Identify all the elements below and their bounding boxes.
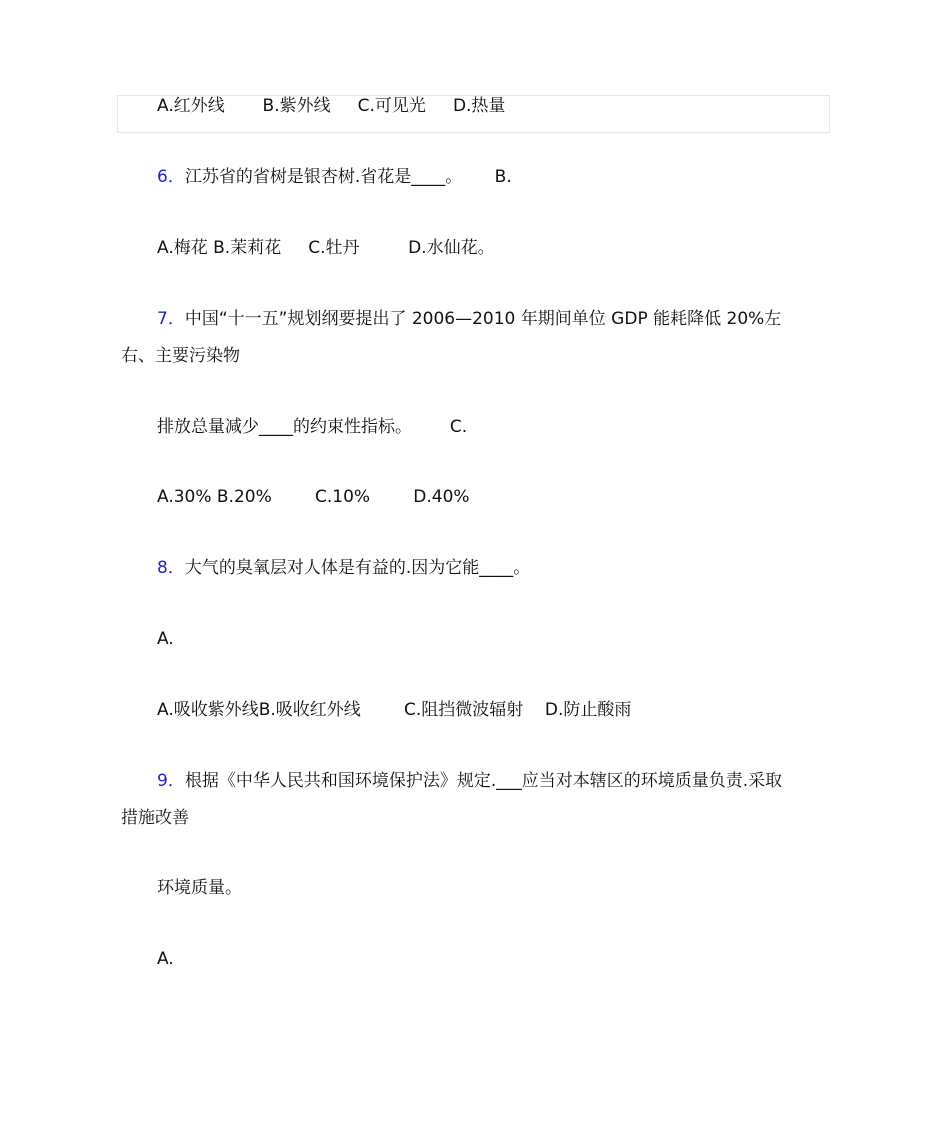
q5-options: A.红外线 B.紫外线 C.可见光 D.热量 — [157, 96, 506, 116]
q8-number: 8 — [157, 558, 168, 578]
q9-number: 9 — [157, 771, 168, 791]
q8-options: A.吸收紫外线B.吸收红外线 C.阻挡微波辐射 D.防止酸雨 — [157, 700, 632, 720]
q6-options: A.梅花 B.茉莉花 C.牡丹 D.水仙花。 — [157, 238, 495, 258]
q8-separator: ． — [167, 558, 185, 578]
q7-options: A.30% B.20% C.10% D.40% — [157, 487, 470, 507]
q7-stem-part3: 排放总量减少____的约束性指标。 C. — [157, 417, 468, 437]
q6-stem-line — [157, 166, 512, 188]
q9-stem-continuation: 措施改善 — [121, 808, 189, 828]
q7-stem-line — [157, 308, 781, 330]
q7-stem-part1: 中国“十一五”规划纲要提出了 2006—2010 年期间单位 GDP 能耗降低 20%左 — [184, 309, 782, 329]
q6-stem: 江苏省的省树是银杏树.省花是____。 B. — [184, 167, 512, 187]
q9-stem-part3: 环境质量。 — [157, 878, 242, 898]
q8-stem: 大气的臭氧层对人体是有益的.因为它能____。 — [184, 558, 531, 578]
q6-number: 6 — [157, 167, 168, 187]
q6-separator: ． — [167, 167, 185, 187]
q7-stem-continuation: 右、主要污染物 — [121, 346, 240, 366]
q9-answer: A. — [157, 949, 174, 969]
q8-stem-line — [157, 557, 530, 579]
q9-separator: ． — [167, 771, 185, 791]
q7-number: 7 — [157, 309, 168, 329]
q9-stem-part1: 根据《中华人民共和国环境保护法》规定.___应当对本辖区的环境质量负责.采取 — [184, 771, 783, 791]
q8-answer: A. — [157, 629, 174, 649]
q7-separator: ． — [167, 309, 185, 329]
q9-stem-line — [157, 770, 782, 792]
